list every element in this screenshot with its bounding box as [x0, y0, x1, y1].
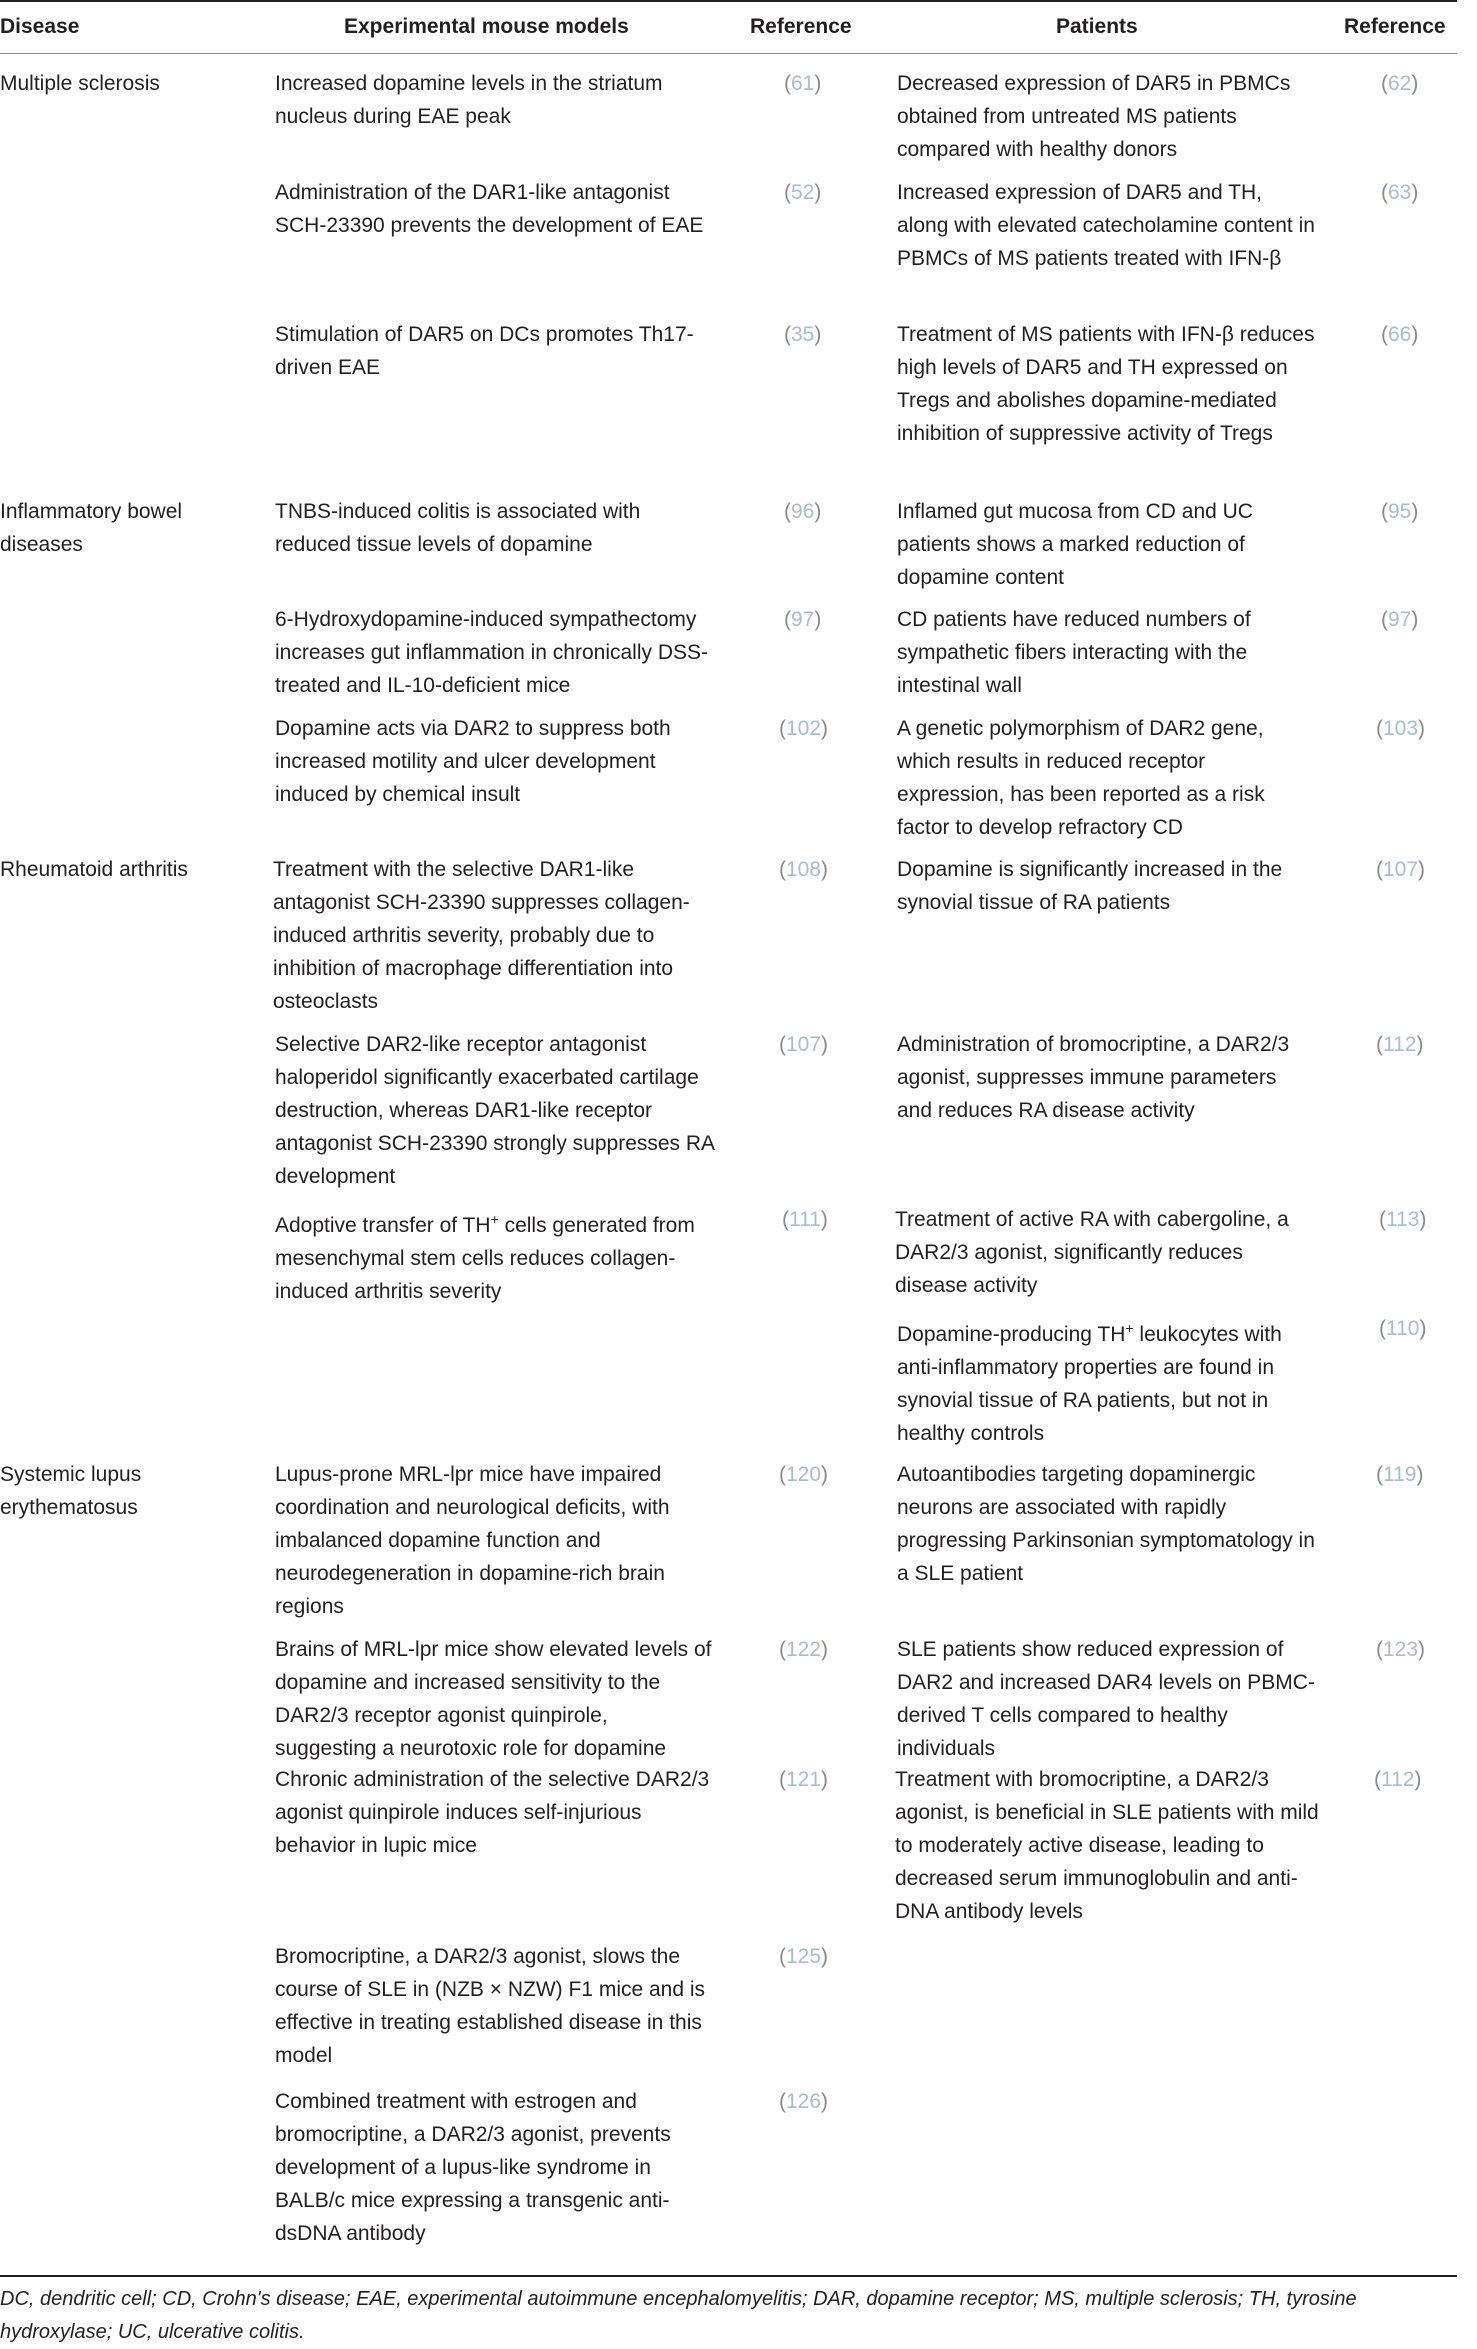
mouse-model-text: Brains of MRL-lpr mice show elevated levels of dopamine and increased sensitivity to the DAR2/3 receptor agonist quinpirole, suggesting a neurotoxic role for dopamine — [275, 1638, 712, 1760]
mouse-model-text: Lupus-prone MRL-lpr mice have impaired coordination and neurological deficits, with imbalanced dopamine function and neurodegeneration in dopamine-rich brain regions — [275, 1463, 670, 1618]
mouse-model-text: Increased dopamine levels in the striatum nucleus during EAE peak — [275, 72, 663, 128]
patient-reference[interactable]: (95) — [1381, 500, 1419, 523]
mouse-reference[interactable]: (126) — [779, 2090, 829, 2113]
bottom-rule — [0, 2275, 1457, 2277]
mouse-model-text: 6-Hydroxydopamine-induced sympathectomy increases gut inflammation in chronically DSS-treated and IL-10-deficient mice — [275, 608, 709, 697]
disease-sle: Systemic lupus erythematosus — [0, 1463, 142, 1519]
mouse-reference[interactable]: (107) — [779, 1033, 829, 1056]
patient-finding-text: Increased expression of DAR5 and TH, along with elevated catecholamine content in PBMCs of MS patients treated with IFN-β — [897, 181, 1315, 270]
patient-finding-text: SLE patients show reduced expression of DAR2 and increased DAR4 levels on PBMC-derived T cells compared to healthy individuals — [897, 1638, 1315, 1760]
header-reference-2: Reference — [1344, 15, 1446, 38]
mouse-reference[interactable]: (96) — [784, 500, 822, 523]
patient-reference[interactable]: (97) — [1381, 608, 1419, 631]
patient-reference[interactable]: (112) — [1376, 1033, 1424, 1056]
patient-reference[interactable]: (119) — [1376, 1463, 1424, 1486]
disease-ra: Rheumatoid arthritis — [0, 858, 188, 881]
patient-finding-text: Treatment with bromocriptine, a DAR2/3 agonist, is beneficial in SLE patients with mild to moderately active disease, leading to decreased serum immunoglobulin and anti-DNA antibody levels — [895, 1768, 1319, 1923]
top-rule — [0, 0, 1457, 2]
mouse-model-text: Adoptive transfer of TH+ cells generated from mesenchymal stem cells reduces collagen-induced arthritis severity — [275, 1211, 695, 1303]
patient-reference[interactable]: (107) — [1376, 858, 1426, 881]
mouse-model-text: Selective DAR2-like receptor antagonist haloperidol significantly exacerbated cartilage destruction, whereas DAR1-like receptor antagonist SCH-23390 strongly suppresses RA development — [275, 1033, 714, 1188]
patient-reference[interactable]: (123) — [1376, 1638, 1426, 1661]
patient-finding-text: Decreased expression of DAR5 in PBMCs obtained from untreated MS patients compared with healthy donors — [897, 72, 1291, 161]
mouse-reference[interactable]: (108) — [779, 858, 829, 881]
patient-finding-text: Dopamine is significantly increased in the synovial tissue of RA patients — [897, 858, 1283, 914]
patient-finding-text: Treatment of MS patients with IFN-β reduces high levels of DAR5 and TH expressed on Tregs and abolishes dopamine-mediated inhibition of suppressive activity of Tregs — [897, 323, 1315, 445]
mouse-reference[interactable]: (125) — [779, 1945, 829, 1968]
mouse-reference[interactable]: (120) — [779, 1463, 829, 1486]
patient-reference[interactable]: (66) — [1381, 323, 1419, 346]
mouse-reference[interactable]: (122) — [779, 1638, 829, 1661]
patient-finding-text: Treatment of active RA with cabergoline, a DAR2/3 agonist, significantly reduces disease activity — [895, 1208, 1289, 1297]
patient-finding-text: Dopamine-producing TH+ leukocytes with anti-inflammatory properties are found in synovial tissue of RA patients, but not in healthy controls — [897, 1320, 1282, 1445]
patient-reference[interactable]: (110) — [1379, 1317, 1427, 1340]
header-disease: Disease — [0, 15, 80, 38]
table-footnote: DC, dendritic cell; CD, Crohn's disease; EAE, experimental autoimmune encephalomyelitis; DAR, dopamine receptor; MS, multiple sclerosis; TH, tyrosine hydroxylase; UC, ulcerative colitis. — [0, 2288, 1357, 2343]
patient-reference[interactable]: (113) — [1379, 1208, 1427, 1231]
mouse-reference[interactable]: (35) — [784, 323, 822, 346]
mouse-reference[interactable]: (61) — [784, 72, 822, 95]
mouse-model-text: Treatment with the selective DAR1-like antagonist SCH-23390 suppresses collagen-induced arthritis severity, probably due to inhibition of macrophage differentiation into osteoclasts — [273, 858, 690, 1013]
patient-reference[interactable]: (112) — [1374, 1768, 1422, 1791]
patient-finding-text: Inflamed gut mucosa from CD and UC patients shows a marked reduction of dopamine content — [897, 500, 1253, 589]
patient-reference[interactable]: (62) — [1381, 72, 1419, 95]
disease-ibd: Inflammatory bowel diseases — [0, 500, 183, 556]
patient-finding-text: Autoantibodies targeting dopaminergic neurons are associated with rapidly progressing Parkinsonian symptomatology in a SLE patient — [897, 1463, 1315, 1585]
patient-reference[interactable]: (63) — [1381, 181, 1419, 204]
mouse-reference[interactable]: (111) — [782, 1208, 828, 1231]
header-rule — [0, 53, 1457, 54]
mouse-model-text: Dopamine acts via DAR2 to suppress both increased motility and ulcer development induced by chemical insult — [275, 717, 671, 806]
mouse-reference[interactable]: (121) — [779, 1768, 829, 1791]
mouse-model-text: Stimulation of DAR5 on DCs promotes Th17-driven EAE — [275, 323, 694, 379]
mouse-reference[interactable]: (52) — [784, 181, 822, 204]
disease-ms: Multiple sclerosis — [0, 72, 160, 95]
patient-finding-text: A genetic polymorphism of DAR2 gene, which results in reduced receptor expression, has been reported as a risk factor to develop refractory CD — [897, 717, 1265, 839]
patient-finding-text: Administration of bromocriptine, a DAR2/3 agonist, suppresses immune parameters and reduces RA disease activity — [897, 1033, 1290, 1122]
patient-finding-text: CD patients have reduced numbers of sympathetic fibers interacting with the intestinal wall — [897, 608, 1251, 697]
header-mouse-models: Experimental mouse models — [344, 15, 629, 38]
mouse-model-text: TNBS-induced colitis is associated with reduced tissue levels of dopamine — [275, 500, 641, 556]
mouse-model-text: Chronic administration of the selective DAR2/3 agonist quinpirole induces self-injurious behavior in lupic mice — [275, 1768, 710, 1857]
mouse-model-text: Administration of the DAR1-like antagonist SCH-23390 prevents the development of EAE — [275, 181, 704, 237]
mouse-reference[interactable]: (97) — [784, 608, 822, 631]
mouse-reference[interactable]: (102) — [779, 717, 829, 740]
mouse-model-text: Combined treatment with estrogen and bromocriptine, a DAR2/3 agonist, prevents development of a lupus-like syndrome in BALB/c mice expressing a transgenic anti-dsDNA antibody — [275, 2090, 671, 2245]
patient-reference[interactable]: (103) — [1376, 717, 1426, 740]
mouse-model-text: Bromocriptine, a DAR2/3 agonist, slows the course of SLE in (NZB × NZW) F1 mice and is effective in treating established disease in this model — [275, 1945, 706, 2067]
header-reference-1: Reference — [750, 15, 852, 38]
header-patients: Patients — [1056, 15, 1138, 38]
